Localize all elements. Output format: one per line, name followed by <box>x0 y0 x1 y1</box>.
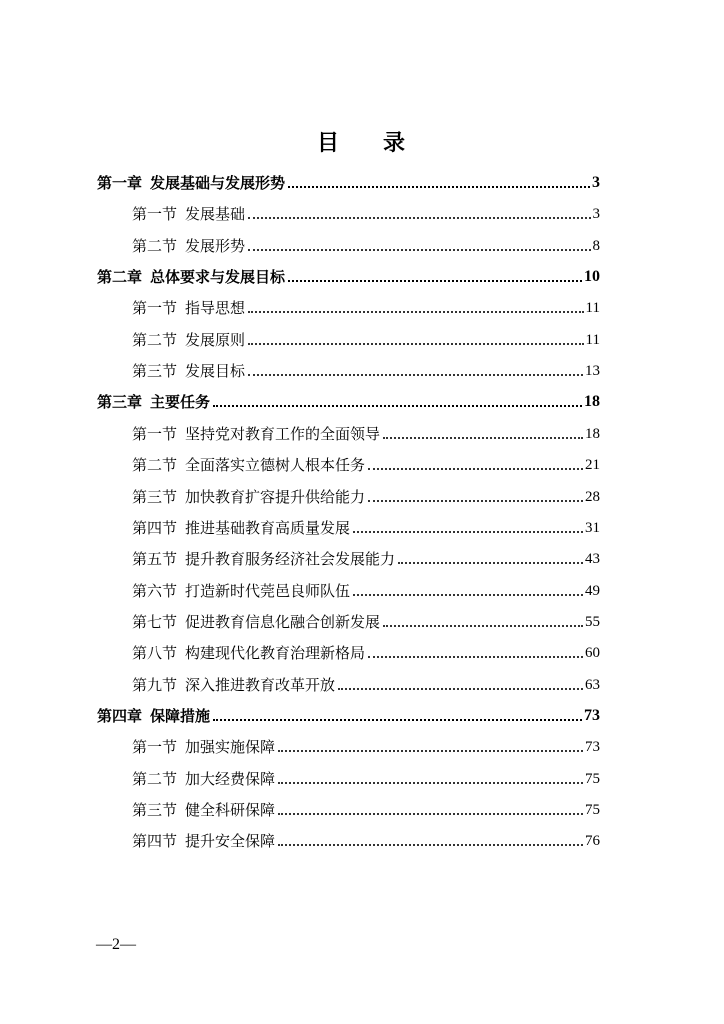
toc-entry-label: 加快教育扩容提升供给能力 <box>185 487 366 506</box>
toc-entry-page-number: 11 <box>585 300 600 317</box>
toc-entry-label: 发展目标 <box>185 362 246 381</box>
toc-chapter-entry[interactable] <box>0 164 724 192</box>
toc-entry-number: 第四节 <box>132 518 178 537</box>
toc-entry-page-number: 28 <box>585 488 600 505</box>
toc-entry-page-number: 55 <box>585 613 600 630</box>
toc-entry-label: 全面落实立德树人根本任务 <box>185 456 366 475</box>
toc-entry-number: 第二节 <box>132 236 178 255</box>
dot-leader <box>213 719 582 721</box>
toc-entry-label: 深入推进教育改革开放 <box>185 675 336 694</box>
dot-leader <box>278 813 583 815</box>
toc-chapter-entry[interactable] <box>0 697 724 725</box>
toc-entry-label: 构建现代化教育治理新格局 <box>185 644 366 663</box>
toc-entry-label: 发展原则 <box>185 330 246 349</box>
toc-section-entry[interactable] <box>0 760 724 788</box>
toc-entry-page-number: 31 <box>585 519 600 536</box>
dot-leader <box>368 468 583 470</box>
dot-leader <box>368 500 583 502</box>
dot-leader <box>248 374 583 376</box>
page-number-footer: —2— <box>96 936 136 953</box>
dot-leader <box>248 217 590 219</box>
toc-entry-page-number: 76 <box>585 833 600 850</box>
toc-entry-number: 第二节 <box>132 769 178 788</box>
dot-leader <box>278 750 583 752</box>
toc-entry-label: 提升教育服务经济社会发展能力 <box>185 550 396 569</box>
toc-entry-number: 第三节 <box>132 487 178 506</box>
toc-entry-page-number: 8 <box>592 237 600 254</box>
toc-section-entry[interactable] <box>0 634 724 662</box>
toc-entry-page-number: 10 <box>584 268 600 286</box>
toc-section-entry[interactable] <box>0 728 724 756</box>
dot-leader <box>368 656 583 658</box>
toc-entry-label: 加强实施保障 <box>185 738 276 757</box>
toc-entry-label: 发展基础 <box>185 205 246 224</box>
toc-section-entry[interactable] <box>0 478 724 506</box>
toc-entry-page-number: 3 <box>592 174 600 191</box>
toc-section-entry[interactable] <box>0 227 724 255</box>
page-title <box>0 126 724 157</box>
toc-entry-label: 指导思想 <box>185 299 246 318</box>
toc-entry-number: 第四节 <box>132 832 178 851</box>
dot-leader <box>278 844 583 846</box>
dot-leader <box>338 688 583 690</box>
toc-entry-page-number: 73 <box>584 706 600 724</box>
dot-leader <box>383 437 583 439</box>
toc-section-entry[interactable] <box>0 572 724 600</box>
toc-section-entry[interactable] <box>0 603 724 631</box>
title-char-2: 录 <box>383 131 408 156</box>
toc-section-entry[interactable] <box>0 446 724 474</box>
toc-entry-page-number: 11 <box>585 331 600 348</box>
title-char-1: 目 <box>316 131 341 156</box>
toc-entry-label: 提升安全保障 <box>185 832 276 851</box>
toc-entry-label: 总体要求与发展目标 <box>150 268 286 287</box>
toc-entry-number: 第三章 <box>97 393 143 412</box>
toc-section-entry[interactable] <box>0 822 724 850</box>
toc-entry-page-number: 18 <box>584 393 600 411</box>
toc-entry-number: 第一节 <box>132 738 178 757</box>
dot-leader <box>383 625 583 627</box>
toc-entry-label: 主要任务 <box>150 393 211 412</box>
toc-entry-label: 推进基础教育高质量发展 <box>185 518 351 537</box>
toc-entry-page-number: 63 <box>585 676 600 693</box>
toc-entry-number: 第一节 <box>132 205 178 224</box>
toc-entry-number: 第三节 <box>132 362 178 381</box>
toc-entry-page-number: 73 <box>585 739 600 756</box>
dot-leader <box>353 594 583 596</box>
dot-leader <box>398 562 583 564</box>
toc-entry-number: 第四章 <box>97 706 143 725</box>
toc-entry-page-number: 49 <box>585 582 600 599</box>
toc-entry-page-number: 75 <box>585 770 600 787</box>
toc-section-entry[interactable] <box>0 195 724 223</box>
toc-entry-number: 第八节 <box>132 644 178 663</box>
toc-entry-label: 保障措施 <box>150 706 211 725</box>
toc-entry-number: 第七节 <box>132 612 178 631</box>
dot-leader <box>278 782 583 784</box>
toc-entry-number: 第一章 <box>97 174 143 192</box>
dot-leader <box>353 531 583 533</box>
toc-entry-label: 加大经费保障 <box>185 769 276 788</box>
toc-entry-number: 第二章 <box>97 268 143 287</box>
toc-entry-number: 第五节 <box>132 550 178 569</box>
toc-entry-page-number: 21 <box>585 457 600 474</box>
toc-entry-number: 第三节 <box>132 801 178 819</box>
dot-leader <box>288 186 590 188</box>
toc-entry-number: 第一节 <box>132 299 178 318</box>
toc-entry-label: 发展形势 <box>185 236 246 255</box>
toc-entry-label: 打造新时代莞邑良师队伍 <box>185 581 351 600</box>
toc-entry-page-number: 60 <box>585 645 600 662</box>
dot-leader <box>288 280 582 282</box>
toc-section-entry[interactable] <box>0 352 724 380</box>
toc-entry-number: 第二节 <box>132 330 178 349</box>
toc-entry-number: 第九节 <box>132 675 178 694</box>
toc-section-entry[interactable] <box>0 289 724 317</box>
toc-section-entry[interactable] <box>0 415 724 443</box>
dot-leader <box>248 249 590 251</box>
toc-section-entry[interactable] <box>0 666 724 694</box>
toc-section-entry[interactable] <box>0 509 724 537</box>
dot-leader <box>248 311 584 313</box>
toc-entry-label: 发展基础与发展形势 <box>150 174 286 192</box>
toc-entry-label: 坚持党对教育工作的全面领导 <box>185 424 381 443</box>
toc-entry-page-number: 13 <box>585 363 600 380</box>
toc-section-entry[interactable] <box>0 540 724 568</box>
toc-entry-page-number: 18 <box>585 425 600 442</box>
toc-section-entry[interactable] <box>0 791 724 819</box>
toc-entry-number: 第一节 <box>132 424 178 443</box>
toc-entry-number: 第六节 <box>132 581 178 600</box>
toc-chapter-entry[interactable] <box>0 258 724 286</box>
dot-leader <box>213 405 582 407</box>
toc-section-entry[interactable] <box>0 321 724 349</box>
toc-chapter-entry[interactable] <box>0 383 724 411</box>
toc-entry-page-number: 3 <box>592 206 600 223</box>
toc-entry-page-number: 75 <box>585 802 600 818</box>
dot-leader <box>248 343 584 345</box>
toc-entry-number: 第二节 <box>132 456 178 475</box>
toc-entry-page-number: 43 <box>585 551 600 568</box>
toc-entry-label: 促进教育信息化融合创新发展 <box>185 612 381 631</box>
toc-entry-label: 健全科研保障 <box>185 801 276 819</box>
